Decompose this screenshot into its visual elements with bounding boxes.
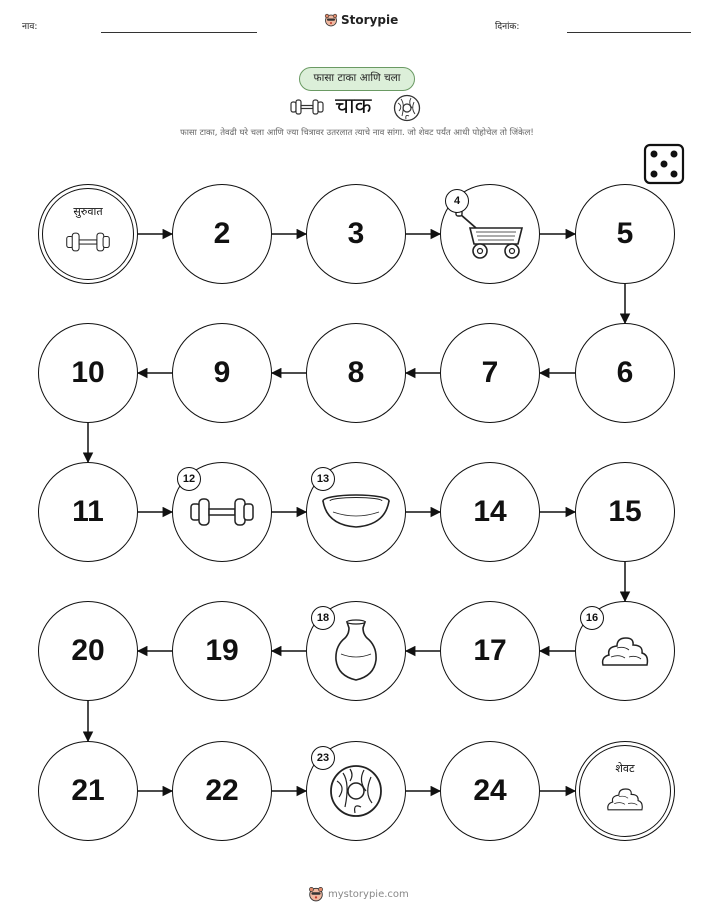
board-cell [172, 741, 272, 841]
start-label: सुरुवात [73, 205, 103, 218]
finish-cell [575, 741, 675, 841]
footer [308, 886, 409, 902]
board-cell [440, 323, 540, 423]
dumbbell-icon [64, 230, 112, 254]
date-label: दिनांक: [495, 22, 520, 32]
wooden-wheel-icon [328, 763, 384, 819]
cell-number: 6 [616, 356, 634, 389]
cell-number: 2 [213, 217, 231, 250]
board-cell [440, 601, 540, 701]
cell-number: 14 [473, 495, 507, 528]
board-cell [38, 601, 138, 701]
footer-site: mystorypie.com [328, 888, 409, 900]
board-cell-picture [306, 462, 406, 562]
page-title: चाक [335, 94, 372, 119]
board-cell [172, 601, 272, 701]
board-cell-picture [575, 601, 675, 701]
cell-number: 20 [71, 634, 105, 667]
cell-number: 5 [616, 217, 634, 250]
cell-number-badge: 4 [445, 189, 469, 213]
cell-number: 15 [608, 495, 642, 528]
cell-number-badge: 23 [311, 746, 335, 770]
game-tag: फासा टाका आणि चला [299, 67, 415, 91]
cell-number: 8 [347, 356, 365, 389]
cell-number-badge: 18 [311, 606, 335, 630]
cell-number: 3 [347, 217, 365, 250]
board-cell [38, 462, 138, 562]
board-cell [38, 323, 138, 423]
dumbbell-icon [187, 495, 257, 529]
board-cell [575, 323, 675, 423]
board-cell-picture [306, 741, 406, 841]
cell-number-badge: 16 [580, 606, 604, 630]
finish-label: शेवट [615, 762, 635, 775]
bowl-icon [319, 492, 393, 532]
cell-number: 22 [205, 774, 239, 807]
vase-icon [333, 618, 379, 684]
cell-number: 24 [473, 774, 507, 807]
cell-number: 11 [72, 495, 104, 528]
board-cell-picture [440, 184, 540, 284]
cell-number: 7 [481, 356, 499, 389]
clay-pile-icon [605, 785, 645, 813]
board-cell [575, 462, 675, 562]
cell-number: 10 [71, 356, 105, 389]
clay-pile-icon [599, 633, 651, 669]
start-cell [38, 184, 138, 284]
cell-number: 19 [205, 634, 239, 667]
board-cell [306, 184, 406, 284]
name-label: नाव: [22, 22, 38, 32]
cell-number-badge: 12 [177, 467, 201, 491]
board-cell [306, 323, 406, 423]
board-cell [440, 462, 540, 562]
board-cell-picture [172, 462, 272, 562]
cell-number: 21 [71, 774, 105, 807]
board-cell [440, 741, 540, 841]
brand-name: Storypie [341, 13, 399, 27]
board-cell [38, 741, 138, 841]
board-cell-picture [306, 601, 406, 701]
board-cell [172, 323, 272, 423]
wagon-icon [452, 206, 528, 262]
board-cell [172, 184, 272, 284]
storypie-mascot-icon [308, 886, 324, 902]
cell-number: 17 [473, 634, 507, 667]
cell-number-badge: 13 [311, 467, 335, 491]
instructions: फासा टाका, तेवढी घरे चला आणि ज्या चित्रावर उतरलात त्याचे नाव सांगा. जो शेवट पर्यंत आधी पोहोचेल तो जिंकेल! [180, 128, 534, 138]
cell-number: 9 [213, 356, 231, 389]
board-cell [575, 184, 675, 284]
